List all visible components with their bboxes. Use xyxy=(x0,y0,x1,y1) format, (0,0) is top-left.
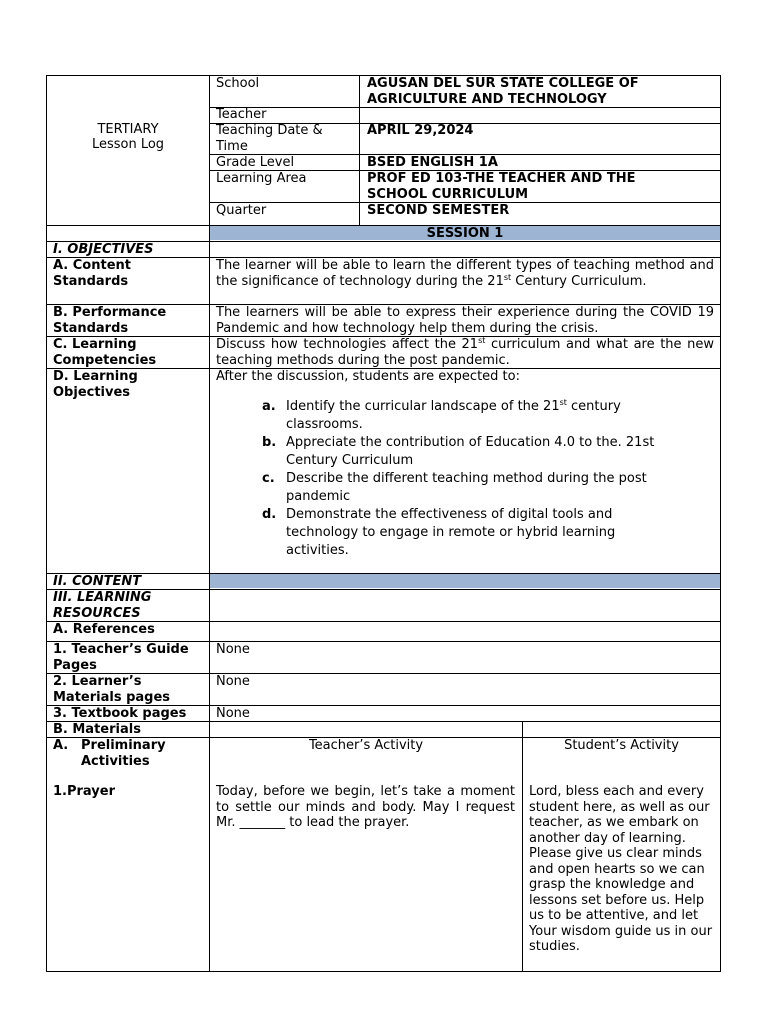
teaching-date-label: Teaching Date & Time xyxy=(216,123,323,154)
materials-label: B. Materials xyxy=(53,722,141,737)
grade-level-value: BSED ENGLISH 1A xyxy=(367,155,498,170)
school-label: School xyxy=(216,76,260,91)
rule xyxy=(522,721,523,972)
teachers-guide-label: 1. Teacher’s Guide Pages xyxy=(53,642,189,673)
student-activity-header: Student’s Activity xyxy=(564,738,679,753)
list-item: b. Appreciate the contribution of Education 4.0 to the. 21st Century Curriculum xyxy=(262,435,655,468)
references-label: A. References xyxy=(53,622,155,637)
grade-level-label: Grade Level xyxy=(216,155,295,170)
learners-materials-label: 2. Learner’s Materials pages xyxy=(53,674,171,705)
preliminary-marker: A. xyxy=(53,738,69,753)
performance-standards-label: B. Performance Standards xyxy=(53,305,167,336)
objectives-heading: I. OBJECTIVES xyxy=(53,242,154,257)
list-marker: a. xyxy=(262,399,276,414)
session-title: SESSION 1 xyxy=(426,226,504,241)
list-item: a. Identify the curricular landscape of the 21st century classrooms. xyxy=(262,398,621,432)
list-item: d. Demonstrate the effectiveness of digital tools and technology to engage in remote or hybrid learning activities. xyxy=(262,507,616,558)
content-standards-label: A. Content Standards xyxy=(53,258,131,289)
rule xyxy=(720,225,721,972)
list-marker: c. xyxy=(262,471,275,486)
resources-heading: III. LEARNING RESOURCES xyxy=(53,590,152,621)
teacher-activity-header: Teacher’s Activity xyxy=(308,738,424,753)
rule xyxy=(46,573,721,574)
teacher-prayer-text: Today, before we begin, let’s take a moment to settle our minds and body. May I request Mr. _______ to lead the prayer. xyxy=(216,784,515,830)
learning-competencies-text: Discuss how technologies affect the 21st curriculum and what are the new teaching methods during the post pandemic. xyxy=(216,336,715,368)
preliminary-label: Preliminary Activities xyxy=(81,738,166,769)
objectives-list xyxy=(262,398,682,560)
list-marker: b. xyxy=(262,435,277,450)
quarter-value: SECOND SEMESTER xyxy=(367,203,510,218)
textbook-pages-value: None xyxy=(216,706,250,721)
prayer-label: 1.Prayer xyxy=(53,784,115,799)
lesson-log-label: Lesson Log xyxy=(91,137,165,152)
school-value: AGUSAN DEL SUR STATE COLLEGE OF AGRICULTURE AND TECHNOLOGY xyxy=(367,76,639,107)
list-marker: d. xyxy=(262,507,277,522)
list-item: c. Describe the different teaching method during the post pandemic xyxy=(262,471,647,504)
content-band xyxy=(210,574,720,588)
learning-objectives-intro: After the discussion, students are expected to: xyxy=(216,369,520,384)
rule xyxy=(46,971,721,972)
rule xyxy=(209,107,721,108)
tertiary-label: TERTIARY xyxy=(97,122,159,137)
rule xyxy=(209,225,210,972)
learning-area-label: Learning Area xyxy=(216,171,307,186)
teacher-label: Teacher xyxy=(216,107,267,122)
learning-objectives-label: D. Learning Objectives xyxy=(53,369,138,400)
quarter-label: Quarter xyxy=(216,203,267,218)
student-prayer-text: Lord, bless each and every student here, as well as our teacher, as we embark on another day of learning. Please give us clear minds and open hearts so we can grasp the knowledge and lessons set before us. Help us to be attentive, and let Your wisdom guide us in our studies. xyxy=(529,784,713,954)
learners-materials-value: None xyxy=(216,674,250,689)
rule xyxy=(46,225,47,972)
teachers-guide-value: None xyxy=(216,642,250,657)
content-standards-text: The learner will be able to learn the different types of teaching method and the significance of technology during the 21st Century Curriculum. xyxy=(216,258,714,289)
textbook-pages-label: 3. Textbook pages xyxy=(53,706,187,721)
performance-standards-text: The learners will be able to express their experience during the COVID 19 Pandemic and how technology help them during the crisis. xyxy=(216,305,714,336)
learning-area-value: PROF ED 103-THE TEACHER AND THE SCHOOL CURRICULUM xyxy=(367,171,636,202)
teaching-date-value: APRIL 29,2024 xyxy=(367,123,474,138)
content-heading: II. CONTENT xyxy=(53,574,142,589)
learning-competencies-label: C. Learning Competencies xyxy=(53,337,157,368)
